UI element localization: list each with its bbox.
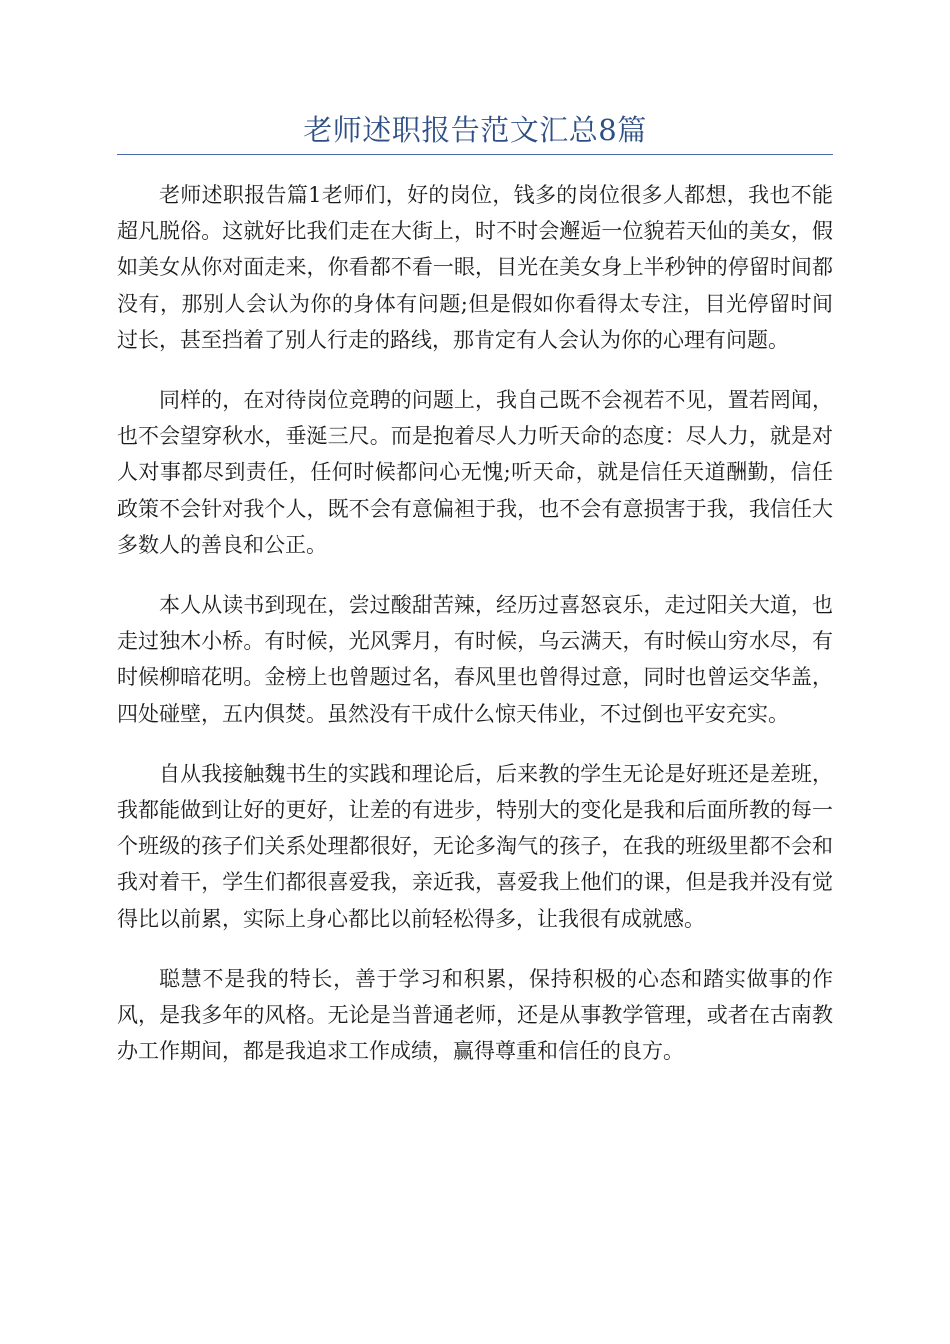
paragraph: 自从我接触魏书生的实践和理论后，后来教的学生无论是好班还是差班，我都能做到让好的更好，让差的有进步，特别大的变化是我和后面所教的每一个班级的孩子们关系处理都很好，无论多淘气的孩子，在我的班级里都不会和我对着干，学生们都很喜爱我，亲近我，喜爱我上他们的课，但是我并没有觉得比以前累，实际上身心都比以前轻松得多，让我很有成就感。 [117,761,833,931]
paragraph: 同样的，在对待岗位竞聘的问题上，我自己既不会视若不见，置若罔闻，也不会望穿秋水，垂涎三尺。而是抱着尽人力听天命的态度：尽人力，就是对人对事都尽到责任，任何时候都问心无愧;听天命，就是信任天道酬勤，信任政策不会针对我个人，既不会有意偏袒于我，也不会有意损害于我，我信任大多数人的善良和公正。 [117,388,833,557]
document-title: 老师述职报告范文汇总8篇 [303,113,647,147]
paragraph: 聪慧不是我的特长，善于学习和积累，保持积极的心态和踏实做事的作风，是我多年的风格。无论是当普通老师，还是从事教学管理，或者在古南教办工作期间，都是我追求工作成绩，赢得尊重和信任的良方。 [117,966,833,1064]
title-underline [117,154,833,155]
paragraph: 老师述职报告篇1老师们，好的岗位，钱多的岗位很多人都想，我也不能超凡脱俗。这就好比我们走在大街上，时不时会邂逅一位貌若天仙的美女，假如美女从你对面走来，你看都不看一眼，目光在美女身上半秒钟的停留时间都没有，那别人会认为你的身体有问题;但是假如你看得太专注，目光停留时间过长，甚至挡着了别人行走的路线，那肯定有人会认为你的心理有问题。 [117,183,833,352]
paragraph: 本人从读书到现在，尝过酸甜苦辣，经历过喜怒哀乐，走过阳关大道，也走过独木小桥。有时候，光风霁月，有时候，乌云满天，有时候山穷水尽，有时候柳暗花明。金榜上也曾题过名，春风里也曾得过意，同时也曾运交华盖，四处碰壁，五内俱焚。虽然没有干成什么惊天伟业，不过倒也平安充实。 [117,593,833,726]
document-body [117,177,833,1093]
